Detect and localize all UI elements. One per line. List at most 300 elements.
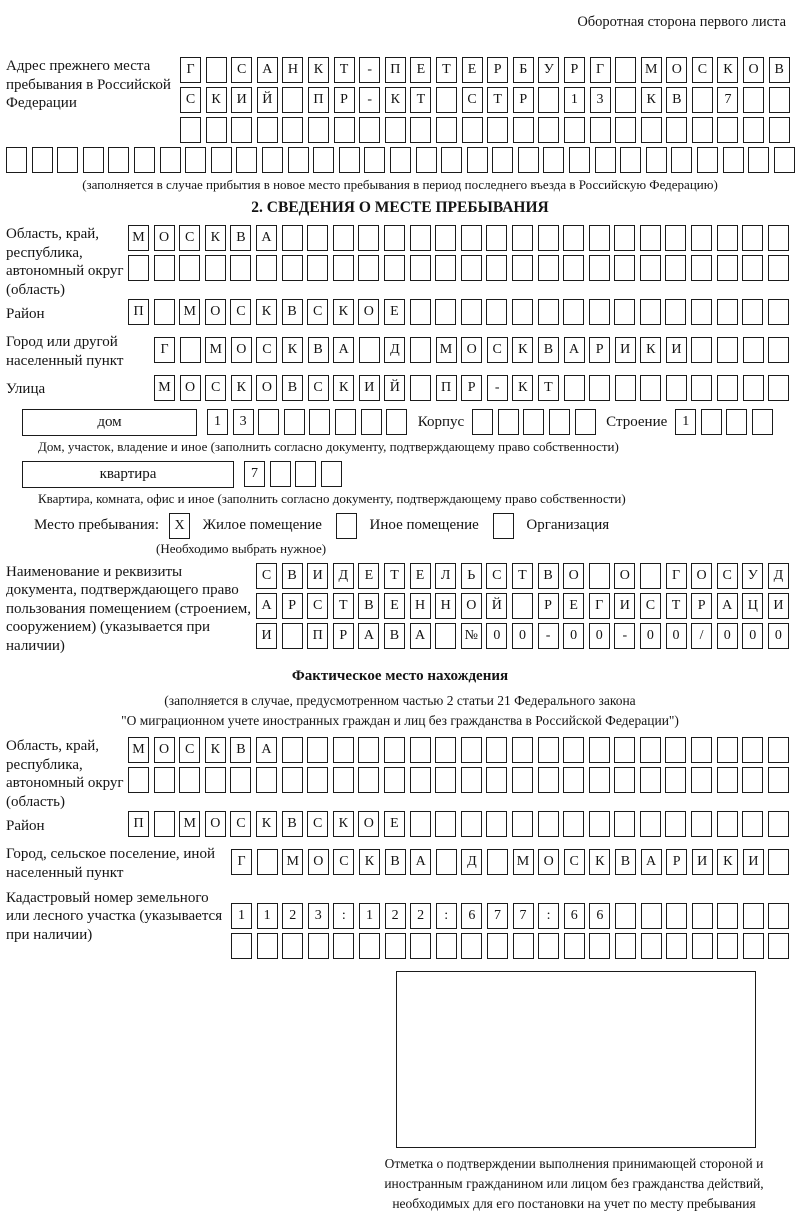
char-box [614, 737, 635, 763]
char-box [205, 767, 226, 793]
char-box [665, 737, 686, 763]
char-box: К [206, 87, 227, 113]
char-box: 2 [410, 903, 431, 929]
char-box: Р [564, 57, 585, 83]
char-box: С [205, 375, 226, 401]
char-box [231, 933, 252, 959]
char-box: 0 [742, 623, 763, 649]
char-box [435, 623, 456, 649]
char-box: О [154, 225, 175, 251]
char-box [231, 117, 252, 143]
char-box [282, 767, 303, 793]
char-box [640, 375, 661, 401]
cadastral-rows [231, 889, 794, 963]
char-box [640, 737, 661, 763]
char-box: О [538, 849, 559, 875]
char-box: С [230, 299, 251, 325]
char-box: Е [384, 593, 405, 619]
char-box [486, 811, 507, 837]
char-box [359, 117, 380, 143]
char-box: Р [691, 593, 712, 619]
cadastral-label: Кадастровый номер земельного или лесного участка (указывается при наличии) [6, 889, 223, 943]
char-box [282, 255, 303, 281]
char-box [307, 225, 328, 251]
street-row [154, 375, 794, 401]
char-box: Т [333, 593, 354, 619]
char-box [640, 255, 661, 281]
char-box: Т [384, 563, 405, 589]
city-label: Город или другой населенный пункт [6, 334, 124, 369]
char-box [498, 409, 519, 435]
char-box [486, 225, 507, 251]
char-box: 6 [564, 903, 585, 929]
char-box [743, 117, 764, 143]
char-box [333, 255, 354, 281]
char-box [769, 117, 790, 143]
char-box: Е [563, 593, 584, 619]
char-box: К [640, 337, 661, 363]
char-box [666, 933, 687, 959]
char-box [717, 811, 738, 837]
char-box: - [538, 623, 559, 649]
stay-type-label: Место пребывания: [34, 517, 159, 534]
char-box: Й [384, 375, 405, 401]
char-box: Г [666, 563, 687, 589]
char-box: П [436, 375, 457, 401]
actual-region-block [6, 737, 794, 811]
char-box [384, 225, 405, 251]
char-box [334, 117, 355, 143]
actual-location-note-2: "О миграционном учете иностранных граждан и лиц без гражданства в Российской Федерации") [121, 712, 679, 728]
char-box: Д [768, 563, 789, 589]
char-box [185, 147, 206, 173]
char-box: К [512, 337, 533, 363]
char-box: 0 [563, 623, 584, 649]
char-box [569, 147, 590, 173]
char-box [513, 933, 534, 959]
char-box: Е [384, 299, 405, 325]
char-box: Н [282, 57, 303, 83]
char-box [640, 811, 661, 837]
district-row [128, 299, 793, 325]
char-box [538, 117, 559, 143]
char-box [410, 255, 431, 281]
char-box: Т [487, 87, 508, 113]
char-box: К [333, 811, 354, 837]
char-box [336, 513, 357, 539]
street-label: Улица [6, 381, 46, 398]
char-box [692, 903, 713, 929]
char-box: О [308, 849, 329, 875]
char-box [575, 409, 596, 435]
char-box [589, 767, 610, 793]
char-box [282, 623, 303, 649]
char-box: М [154, 375, 175, 401]
char-box: Б [513, 57, 534, 83]
char-box [180, 337, 201, 363]
actual-region-row-2 [128, 767, 793, 793]
char-box: О [691, 563, 712, 589]
apartment-note: Квартира, комната, офис и иное (заполнить согласно документу, подтверждающему право собственности) [38, 490, 626, 506]
stay-type-checkbox-other [336, 513, 362, 539]
char-box: И [614, 593, 635, 619]
region-rows [128, 225, 793, 285]
char-box [282, 225, 303, 251]
char-box: М [179, 811, 200, 837]
document-rows [256, 563, 793, 653]
char-box [590, 117, 611, 143]
char-box: 3 [233, 409, 254, 435]
char-box: М [282, 849, 303, 875]
char-box [410, 767, 431, 793]
char-box [307, 737, 328, 763]
char-box [461, 225, 482, 251]
char-box: А [358, 623, 379, 649]
char-box [692, 87, 713, 113]
char-box [543, 147, 564, 173]
char-box [691, 225, 712, 251]
region-row-1 [128, 225, 793, 251]
char-box [614, 225, 635, 251]
char-box [258, 409, 279, 435]
char-box [666, 117, 687, 143]
char-box [257, 933, 278, 959]
char-box: К [717, 849, 738, 875]
char-box: П [307, 623, 328, 649]
stay-type-block [34, 513, 794, 539]
apartment-field-title: квартира [22, 461, 234, 488]
char-box: В [538, 563, 559, 589]
char-box [538, 87, 559, 113]
char-box [461, 767, 482, 793]
char-box [768, 811, 789, 837]
actual-district-row [128, 811, 793, 837]
stamp-caption: Отметка о подтверждении выполнения принимающей стороной и иностранным гражданином или лицом без гражданства действий, необходимых для его постановки на учет по месту пребывания [384, 1155, 764, 1212]
char-box: О [358, 299, 379, 325]
char-box: Л [435, 563, 456, 589]
char-box [538, 299, 559, 325]
char-box: Р [334, 87, 355, 113]
char-box: П [385, 57, 406, 83]
char-box: И [692, 849, 713, 875]
char-box [589, 737, 610, 763]
char-box: В [230, 225, 251, 251]
char-box [742, 767, 763, 793]
char-box [774, 147, 795, 173]
char-box: О [256, 375, 277, 401]
char-box: П [128, 811, 149, 837]
actual-city-row [231, 849, 794, 875]
char-box [640, 563, 661, 589]
char-box [589, 811, 610, 837]
char-box: 2 [282, 903, 303, 929]
char-box [358, 737, 379, 763]
char-box [717, 117, 738, 143]
document-block [6, 563, 794, 656]
char-box [748, 147, 769, 173]
char-box: К [359, 849, 380, 875]
char-box: 7 [244, 461, 265, 487]
char-box [743, 87, 764, 113]
char-box: С [256, 337, 277, 363]
char-box [692, 117, 713, 143]
char-box: С [308, 375, 329, 401]
char-box [410, 337, 431, 363]
char-box [589, 299, 610, 325]
char-box [640, 225, 661, 251]
char-box [386, 409, 407, 435]
char-box [717, 767, 738, 793]
char-box: 1 [675, 409, 696, 435]
char-box: 0 [640, 623, 661, 649]
char-box [641, 117, 662, 143]
char-box: О [231, 337, 252, 363]
char-box: О [614, 563, 635, 589]
char-box [691, 375, 712, 401]
char-box [665, 225, 686, 251]
char-box: О [205, 811, 226, 837]
char-box: В [230, 737, 251, 763]
char-box [487, 849, 508, 875]
char-box: А [333, 337, 354, 363]
char-box [333, 225, 354, 251]
char-box: Т [334, 57, 355, 83]
char-box: И [256, 623, 277, 649]
char-box: : [436, 903, 457, 929]
char-box: / [691, 623, 712, 649]
char-box [436, 849, 457, 875]
char-box [691, 767, 712, 793]
char-box [257, 849, 278, 875]
char-box: И [666, 337, 687, 363]
char-box [692, 933, 713, 959]
char-box: 0 [717, 623, 738, 649]
char-box: Е [410, 563, 431, 589]
char-box [435, 225, 456, 251]
char-box [256, 767, 277, 793]
page-side-note: Оборотная сторона первого листа [577, 14, 786, 30]
char-box: Е [410, 57, 431, 83]
char-box [512, 255, 533, 281]
char-box [743, 337, 764, 363]
char-box [256, 255, 277, 281]
char-box [768, 849, 789, 875]
char-box [57, 147, 78, 173]
char-box: О [743, 57, 764, 83]
char-box [513, 117, 534, 143]
char-box [461, 737, 482, 763]
char-box: - [359, 87, 380, 113]
char-box: В [282, 375, 303, 401]
char-box: С [307, 593, 328, 619]
char-box: М [641, 57, 662, 83]
char-box: Р [333, 623, 354, 649]
char-box [641, 903, 662, 929]
char-box [512, 767, 533, 793]
char-box [538, 255, 559, 281]
char-box: 0 [666, 623, 687, 649]
section2-title: 2. СВЕДЕНИЯ О МЕСТЕ ПРЕБЫВАНИЯ [251, 199, 549, 216]
char-box [335, 409, 356, 435]
stay-type-checkbox-residential [169, 513, 195, 539]
char-box [307, 767, 328, 793]
char-box [313, 147, 334, 173]
stay-type-checkbox-organization [493, 513, 519, 539]
korpus-label: Корпус [417, 413, 465, 430]
char-box [270, 461, 291, 487]
char-box: К [256, 811, 277, 837]
char-box: О [461, 337, 482, 363]
char-box [358, 255, 379, 281]
char-box [666, 375, 687, 401]
char-box: Д [461, 849, 482, 875]
char-box: И [768, 593, 789, 619]
char-box: С [256, 563, 277, 589]
char-box [211, 147, 232, 173]
char-box: А [564, 337, 585, 363]
char-box [768, 933, 789, 959]
region-row-2 [128, 255, 793, 281]
char-box [563, 225, 584, 251]
char-box: К [282, 337, 303, 363]
char-box: Й [486, 593, 507, 619]
char-box [435, 767, 456, 793]
actual-region-rows [128, 737, 793, 797]
char-box: И [231, 87, 252, 113]
char-box [742, 255, 763, 281]
char-box [435, 299, 456, 325]
char-box: В [282, 563, 303, 589]
char-box: С [640, 593, 661, 619]
char-box [436, 87, 457, 113]
prev-address-row-1 [180, 57, 794, 83]
char-box: В [282, 299, 303, 325]
char-box: 2 [385, 903, 406, 929]
char-box [493, 513, 514, 539]
char-box: О [205, 299, 226, 325]
prev-address-row-2 [180, 87, 794, 113]
char-box [640, 767, 661, 793]
char-box [538, 811, 559, 837]
char-box: 6 [589, 903, 610, 929]
char-box: М [436, 337, 457, 363]
char-box: Т [512, 563, 533, 589]
char-box: И [743, 849, 764, 875]
char-box [179, 255, 200, 281]
cadastral-row-1 [231, 903, 794, 929]
char-box [589, 225, 610, 251]
char-box [486, 767, 507, 793]
char-box [390, 147, 411, 173]
actual-city-block [6, 845, 794, 882]
char-box: 1 [207, 409, 228, 435]
char-box [563, 299, 584, 325]
char-box [179, 767, 200, 793]
cadastral-block [6, 889, 794, 963]
char-box [154, 811, 175, 837]
char-box: - [359, 57, 380, 83]
char-box [615, 87, 636, 113]
prev-address-note: (заполняется в случае прибытия в новое место пребывания в период последнего въезда в Российскую Федерацию) [82, 177, 718, 192]
korpus-row [472, 409, 600, 435]
char-box: К [256, 299, 277, 325]
char-box: С [486, 563, 507, 589]
char-box: С [462, 87, 483, 113]
char-box [666, 903, 687, 929]
char-box: Т [538, 375, 559, 401]
char-box: : [333, 903, 354, 929]
char-box [742, 225, 763, 251]
house-note: Дом, участок, владение и иное (заполнить согласно документу, подтверждающему право собственности) [38, 438, 619, 454]
char-box [180, 117, 201, 143]
char-box: Г [180, 57, 201, 83]
char-box [262, 147, 283, 173]
char-box: М [513, 849, 534, 875]
char-box: 7 [487, 903, 508, 929]
prev-address-block [6, 57, 794, 147]
char-box [282, 87, 303, 113]
char-box [410, 299, 431, 325]
char-box [743, 933, 764, 959]
apartment-row [244, 461, 346, 487]
city-row [154, 337, 794, 363]
char-box: С [692, 57, 713, 83]
actual-region-label: Область, край, республика, автономный округ (область) [6, 738, 124, 810]
char-box: К [333, 375, 354, 401]
char-box: А [256, 593, 277, 619]
char-box [486, 299, 507, 325]
char-box [614, 767, 635, 793]
char-box [32, 147, 53, 173]
actual-city-label: Город, сельское поселение, иной населенный пункт [6, 846, 215, 881]
char-box [646, 147, 667, 173]
char-box [230, 255, 251, 281]
char-box [768, 737, 789, 763]
char-box: В [538, 337, 559, 363]
char-box [563, 811, 584, 837]
char-box: О [563, 563, 584, 589]
char-box: 0 [512, 623, 533, 649]
char-box: С [180, 87, 201, 113]
char-box: М [128, 225, 149, 251]
char-box: Й [257, 87, 278, 113]
char-box [410, 375, 431, 401]
char-box [768, 903, 789, 929]
char-box [564, 375, 585, 401]
char-box [768, 255, 789, 281]
char-box: С [179, 225, 200, 251]
char-box: К [512, 375, 533, 401]
char-box [236, 147, 257, 173]
char-box [614, 255, 635, 281]
char-box [461, 255, 482, 281]
char-box: 6 [461, 903, 482, 929]
char-box: Р [487, 57, 508, 83]
char-box [486, 737, 507, 763]
char-box [206, 57, 227, 83]
char-box [257, 117, 278, 143]
char-box: А [256, 225, 277, 251]
char-box [563, 255, 584, 281]
char-box [384, 767, 405, 793]
char-box [472, 409, 493, 435]
char-box [691, 337, 712, 363]
char-box [410, 933, 431, 959]
city-block [6, 333, 794, 370]
char-box [467, 147, 488, 173]
prev-address-rows [180, 57, 794, 147]
house-block [22, 409, 794, 436]
